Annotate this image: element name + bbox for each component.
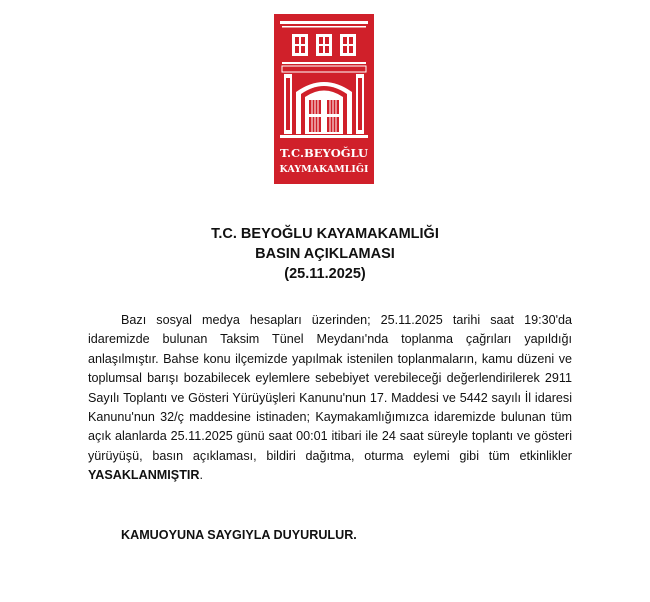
body-text: Bazı sosyal medya hesapları üzerinden; 25.11.2025 tarihi saat 19:30'da idaremizde bulunan Taksim Tünel Meydanı'nda toplanma çağrıları yapıldığı anlaşılmıştır. Bahse konu ilçemizde yapılmak istenilen toplanmaların, kamu düzeni ve toplumsal barışı bozabilecek eylemlere sebebiyet verebileceği değerlendirilerek 2911 Sayılı Toplantı ve Gösteri Yürüyüşleri Kanunu'nun 17. Maddesi ve 5442 sayılı İl idaresi Kanunu'nun 32/ç maddesine istinaden; Kaymakamlığımızca idaremizde bulunan tüm açık alanlarda 25.11.2025 günü saat 00:01 itibari ile 24 saat süreyle toplantı ve gösteri yürüyüşü, basın açıklaması, bildiri dağıtma, oturma eylemi gibi tüm etkinlikler — [88, 313, 572, 463]
heading-date: (25.11.2025) — [284, 266, 366, 282]
logo-line-2: KAYMAKAMLIĞI — [279, 164, 369, 175]
press-release-body — [88, 311, 572, 486]
closing-statement: KAMUOYUNA SAYGIYLA DUYURULUR. — [121, 528, 357, 542]
body-end: . — [199, 468, 203, 483]
body-emphasis: YASAKLANMIŞTIR — [88, 468, 200, 483]
logo-line-1: T.C.BEYOĞLU — [279, 146, 369, 160]
heading-title: T.C. BEYOĞLU KAYAMAKAMLIĞI — [211, 226, 439, 242]
heading-subtitle: BASIN AÇIKLAMASI — [255, 246, 395, 262]
beyoglu-kaymakamligi-logo — [274, 14, 374, 184]
document-heading — [0, 224, 650, 284]
